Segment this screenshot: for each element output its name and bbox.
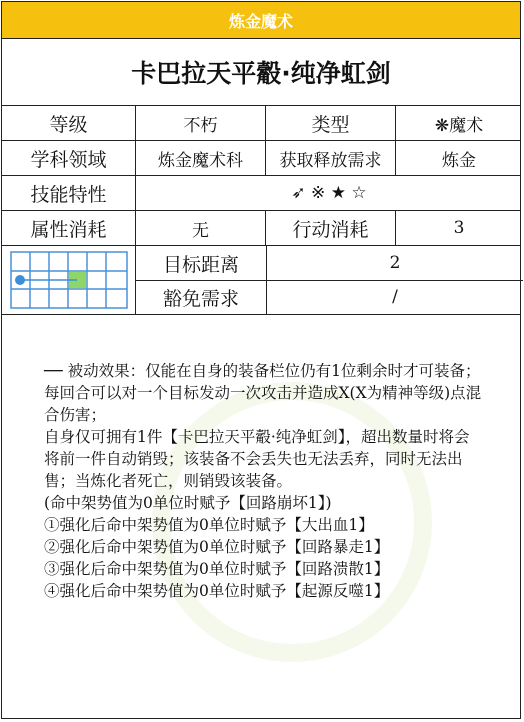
range-grid-diagram bbox=[10, 251, 128, 309]
distance-row bbox=[135, 246, 523, 281]
ownership-rule-text: 自身仅可拥有1件【卡巴拉天平觳·纯净虹剑】，超出数量时将会将前一件自动销毁；该装备不会丢失也无法丢弃，同时无法出售；当炼化者死亡，则销毁该装备。 bbox=[44, 428, 470, 490]
row-discipline bbox=[2, 141, 520, 176]
traits-label: 技能特性 bbox=[30, 183, 107, 206]
range-grid bbox=[2, 246, 135, 314]
passive-effect-text: ── 被动效果：仅能在自身的装备栏位仍有1位剩余时才可装备；每回合可以对一个目标发动一次攻击并造成X(X为精神等级)点混合伤害； bbox=[44, 362, 482, 424]
traits-icons: ➶ ※ ★ ☆ bbox=[135, 176, 522, 210]
discipline-value: 炼金魔术科 bbox=[135, 141, 265, 175]
type-label: 类型 bbox=[265, 106, 395, 140]
attr-cost-label: 属性消耗 bbox=[30, 218, 107, 241]
base-hit-effect-text: (命中架势值为0单位时赋予【回路崩坏1】) bbox=[44, 494, 332, 512]
upgrade-3-text: ③强化后命中架势值为0单位时赋予【回路溃散1】 bbox=[44, 560, 390, 578]
immune-label: 豁免需求 bbox=[162, 287, 239, 310]
effect-description bbox=[44, 360, 484, 602]
discipline-label: 学科领域 bbox=[30, 148, 107, 171]
category-banner: 炼金魔术 bbox=[2, 2, 520, 39]
attr-cost-value: 无 bbox=[135, 211, 265, 245]
requirement-label: 获取释放需求 bbox=[265, 141, 395, 175]
row-range bbox=[2, 246, 520, 315]
level-label: 等级 bbox=[49, 113, 88, 136]
immune-row bbox=[135, 280, 523, 314]
immune-value: / bbox=[266, 280, 523, 314]
upgrade-2-text: ②强化后命中架势值为0单位时赋予【回路暴走1】 bbox=[44, 538, 390, 556]
skill-title: 卡巴拉天平觳·纯净虹剑 bbox=[2, 39, 520, 106]
distance-label: 目标距离 bbox=[162, 253, 239, 276]
row-level-type bbox=[2, 106, 520, 141]
upgrade-4-text: ④强化后命中架势值为0单位时赋予【起源反噬1】 bbox=[44, 582, 390, 600]
action-cost-label: 行动消耗 bbox=[265, 211, 395, 245]
skill-card bbox=[1, 1, 521, 719]
origin-marker-icon bbox=[15, 275, 25, 285]
type-value: ❋魔术 bbox=[395, 106, 522, 140]
upgrade-1-text: ①强化后命中架势值为0单位时赋予【大出血1】 bbox=[44, 516, 374, 534]
action-cost-value: 3 bbox=[395, 211, 522, 245]
level-value: 不朽 bbox=[135, 106, 265, 140]
requirement-value: 炼金 bbox=[395, 141, 522, 175]
row-traits bbox=[2, 176, 520, 211]
row-cost bbox=[2, 211, 520, 246]
distance-value: 2 bbox=[266, 246, 523, 280]
